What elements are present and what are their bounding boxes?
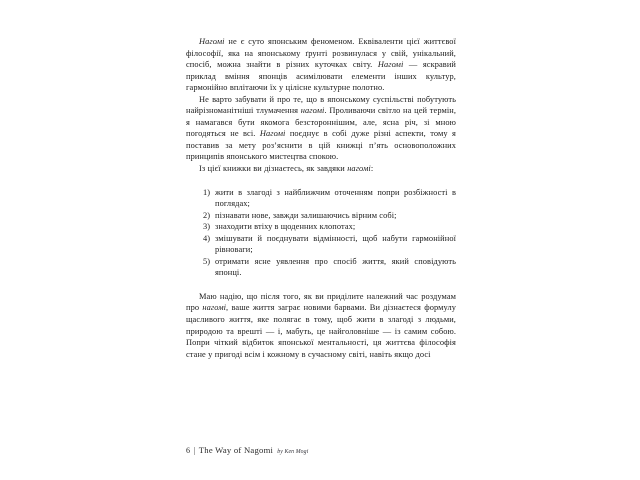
- footer-book-title: The Way of Nagomi: [198, 445, 274, 455]
- list-item-text: знаходити втіху в щоденних клопотах;: [215, 222, 356, 232]
- footer-byline: by Ken Mogi: [277, 449, 309, 455]
- text-run: . Проливаючи світло на цей термін, я намагався бути якомога безстороннішим, але, ясна річ, зі мною погодяться не всі.: [186, 106, 456, 139]
- list-item-text: змішувати й поєднувати відмінності, щоб набути гармонійної рівноваги;: [215, 233, 456, 255]
- text-run: , ваше життя заграє новими барвами. Ви дізнаєтеся формулу щасливого життя, яке полягає в тому, щоб жити в злагоді з людьми, природою та врешті — і, мабуть, це найголовніше — із самим собою. Попри чіткий відбиток японської ментальності, ця життєва філософія стане у пригоді всім і кожному в сучасному світі, навіть якщо досі: [186, 303, 456, 359]
- list-item-marker: 3): [203, 222, 211, 232]
- principle-list-item: [186, 210, 456, 222]
- text-run: :: [370, 164, 374, 174]
- text-run: — яскравий приклад вміння японців асимілювати елементи інших культур, гармонійно вплітаючи їх у цілісне культурне полотно.: [186, 60, 456, 93]
- page-text-block: [186, 36, 456, 360]
- text-run: Із цієї книжки ви дізнаєтесь, як завдяки: [199, 164, 348, 174]
- list-item-text: пізнавати нове, завжди залишаючись вірним собі;: [215, 210, 397, 220]
- page-footer: [186, 445, 308, 455]
- principle-list-item: [186, 233, 456, 256]
- list-item-marker: 5): [203, 256, 211, 266]
- list-item-marker: 4): [203, 233, 211, 243]
- text-run: Не варто забувати й про те, що в японському суспільстві побутують найрізноманітніші тлумачення: [186, 94, 456, 116]
- closing-paragraph: [186, 291, 456, 360]
- principles-list: [186, 187, 456, 279]
- paragraph-1: [186, 36, 456, 94]
- emphasized-term: Нагомі: [377, 60, 404, 70]
- emphasized-term: нагомі: [202, 303, 227, 313]
- principle-list-item: [186, 221, 456, 233]
- list-item-marker: 2): [203, 210, 211, 220]
- text-run: поєднує в собі дуже різні аспекти, тому я поставив за мету роз’яснити в цій книжці п’ять основоположних принципів японського мистецтва спокою.: [186, 129, 456, 162]
- principle-list-item: [186, 256, 456, 279]
- paragraph-2: [186, 94, 456, 163]
- footer-separator: |: [193, 446, 196, 455]
- emphasized-term: нагомі: [300, 106, 325, 116]
- paragraph-3-intro: [186, 163, 456, 175]
- emphasized-term: Нагомі: [199, 37, 225, 46]
- list-item-text: жити в злагоді з найближчим оточенням попри розбіжності в поглядах;: [215, 187, 456, 209]
- footer-page-number: 6: [186, 446, 191, 455]
- text-run: Маю надію, що після того, як ви приділите належний час роздумам про: [186, 291, 456, 313]
- list-spacer-bottom: [186, 279, 456, 291]
- text-run: не є суто японським феноменом. Еквіваленти цієї життєвої філософії, яка на японському ґрунті розвинулася у свій, унікальний, спосіб, можна знайти в різних куточках світу.: [186, 37, 456, 70]
- emphasized-term: нагомі: [347, 164, 371, 174]
- list-item-text: отримати ясне уявлення про спосіб життя, який сповідують японці.: [215, 256, 456, 278]
- emphasized-term: Нагомі: [259, 129, 286, 139]
- principle-list-item: [186, 187, 456, 210]
- list-item-marker: 1): [203, 187, 211, 197]
- list-spacer-top: [186, 175, 456, 187]
